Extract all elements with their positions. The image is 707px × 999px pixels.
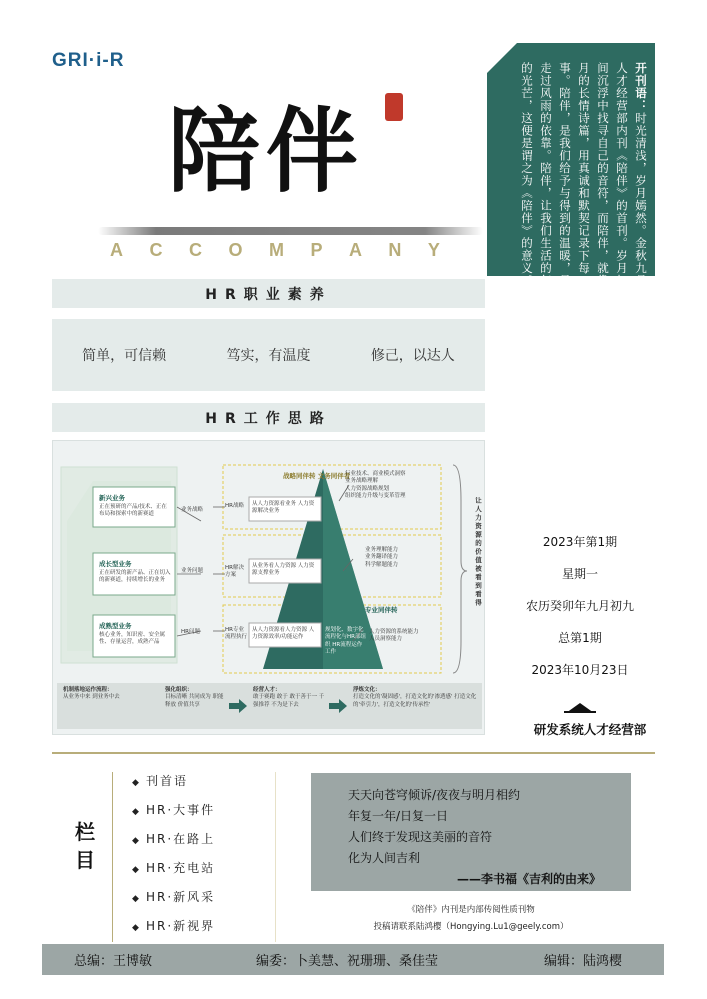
bottom-item-title: 强化组织： xyxy=(165,687,193,693)
column-item[interactable] xyxy=(132,888,215,917)
subtitle-letter: C xyxy=(149,240,163,260)
box-title: 成熟型业务 xyxy=(99,622,132,630)
diamond-bullet-icon: ◆ xyxy=(132,836,141,846)
poem-line: 人们终于发现这美丽的音符 xyxy=(348,830,493,844)
bottom-item xyxy=(253,687,327,709)
editorial-board: 编委：卜美慧、祝珊珊、桑佳莹 xyxy=(256,954,439,969)
subtitle-letter: P xyxy=(310,240,323,260)
mid-label: HR问题 xyxy=(181,629,200,635)
column-item[interactable] xyxy=(132,801,215,830)
right-list-item: 科学解题能力 xyxy=(365,561,399,568)
bottom-item-title: 机制落地运作流程： xyxy=(63,687,113,693)
bottom-item xyxy=(63,687,133,702)
bottom-item xyxy=(353,687,477,709)
qualities-heading: HR职业素养 xyxy=(205,286,332,303)
bottom-item-text: 从业务中来 到业务中去 xyxy=(63,694,120,701)
right-list-item: 业务理解能力 xyxy=(365,547,399,553)
triangle-box-text: 从人力资源看人力资源 人力资源效率/功能运作 xyxy=(252,627,315,641)
section-divider xyxy=(52,752,655,754)
column-item[interactable] xyxy=(132,772,215,801)
subtitle-letter: N xyxy=(388,240,402,260)
columns-list xyxy=(132,772,215,946)
column-item-label: HR·新视界 xyxy=(146,919,216,933)
hr-approach-diagram xyxy=(52,440,485,735)
stage-label: HR专业流程执行 xyxy=(225,627,248,641)
credits-footer xyxy=(42,944,664,975)
bottom-item-title: 经营人才： xyxy=(253,687,281,693)
right-list-item: 人员洞察能力 xyxy=(369,636,403,643)
subtitle-letter: Y xyxy=(427,240,440,260)
column-item[interactable] xyxy=(132,917,215,946)
approach-header-bar xyxy=(52,403,485,432)
masthead-subtitle xyxy=(110,240,440,261)
triangle-top-title: 战略同伴转 文务同伴者 xyxy=(283,472,351,480)
mid-label: 业务问题 xyxy=(181,568,204,574)
brush-stroke-divider xyxy=(98,227,483,235)
quality-value: 笃实，有温度 xyxy=(226,348,311,364)
subtitle-letter: C xyxy=(188,240,202,260)
bottom-item-title: 浮炼文化： xyxy=(353,687,381,693)
editorial-text xyxy=(495,62,650,362)
qualities-header-bar xyxy=(52,279,485,308)
column-item-label: HR·充电站 xyxy=(146,861,216,875)
column-item[interactable] xyxy=(132,830,215,859)
right-list-item: 业务翻译能力 xyxy=(365,554,399,561)
column-item-label: HR·新风采 xyxy=(146,890,216,904)
note-line: 《陪伴》内刊是内部传阅性质刊物 xyxy=(407,905,535,915)
right-list xyxy=(345,471,441,501)
column-item-label: HR·大事件 xyxy=(146,803,216,817)
diamond-bullet-icon: ◆ xyxy=(132,923,141,933)
columns-label: 栏目 xyxy=(75,820,95,872)
triangle-bottom-text: 规划化、数字化 流程化与HR部组织 HR流程运作 工作 xyxy=(325,627,366,656)
department-name: 研发系统人才经营部 xyxy=(533,722,647,737)
diamond-bullet-icon: ◆ xyxy=(132,778,141,788)
box-text: 正在研发的新产品、正在切入的新赛道，持续增长的业务 xyxy=(99,570,171,584)
poem-box xyxy=(311,773,631,891)
column-separator xyxy=(275,772,276,942)
poem-line: 年复一年/日复一日 xyxy=(348,809,449,823)
editorial-body: 时光清浅，岁月嫣然。金秋九月，我们迎来了人才经营部内刊《陪伴》的首刊。岁月如歌，我们在世间沉浮中找寻自己的音符，而陪伴，就像是那篇贯穿岁月的长情诗篇，用真诚和默契记录下每一刻的成长故事。陪伴，是我们给予与得到的温暖，是我们携手前行走过风雨的依靠。陪伴，让我们生活的每个角落充满爱的光芒，这便是谓之为《陪伴》的意义。 xyxy=(520,62,648,362)
diamond-bullet-icon: ◆ xyxy=(132,807,141,817)
stage-label: HR战略 xyxy=(225,503,244,509)
bottom-item-text: 目标清晰 共同成为 职能释放 价值共享 xyxy=(165,694,224,708)
quality-value: 修己，以达人 xyxy=(370,348,455,364)
editorial-lead: 开刊语： xyxy=(634,62,648,112)
issue-number: 2023年第1期 xyxy=(542,535,618,549)
triangle-bottom-title: 专业同伴转 xyxy=(365,606,398,614)
subtitle-letter: A xyxy=(110,240,123,260)
poem-line: 天天向苍穹倾诉/夜夜与明月相约 xyxy=(348,788,521,802)
right-list-item: 业务战略理解 xyxy=(345,478,379,485)
diagram-vertical-note: 让人力资源的价值被看到看得 xyxy=(474,497,482,608)
right-list-item: 人力资源的系统能力 xyxy=(369,629,419,635)
box-text: 核心业务，知识密、安全属性、存量运营，成熟产品 xyxy=(99,632,166,646)
stage-label: HR解决方案 xyxy=(225,565,244,579)
subtitle-letter: M xyxy=(268,240,284,260)
chief-editor: 总编：王博敏 xyxy=(74,954,153,969)
bottom-item-text: 打造文化的'凝固感'，打造文化的'渗透感' 打造文化的'牵引力'，打造文化的'传承性' xyxy=(353,694,477,708)
lunar-date: 农历癸卯年九月初九 xyxy=(525,599,634,613)
subtitle-letter: A xyxy=(348,240,362,260)
box-title: 新兴业务 xyxy=(99,494,125,502)
qualities-values xyxy=(52,319,485,391)
contact-line: 投稿请联系陆鸿樱（Hongying.Lu1@geely.com） xyxy=(373,922,569,932)
publication-note xyxy=(311,902,631,936)
column-item-label: 刊首语 xyxy=(146,774,189,788)
right-list-item: 人力资源战略规划 xyxy=(345,485,390,492)
triangle-box-text: 从人力资源看业务 人力资源解决业务 xyxy=(252,501,315,515)
right-list-item: 行业技术、商业模式洞察 xyxy=(345,471,406,477)
triangle-box-text: 从业务看人力资源 人力资源支撑业务 xyxy=(252,563,315,577)
brand-logo: GRI·i-R xyxy=(52,50,125,71)
masthead-title: 陪伴 xyxy=(168,97,365,205)
department-logo-icon xyxy=(560,701,600,715)
columns-divider xyxy=(112,772,113,942)
subtitle-letter: O xyxy=(228,240,243,260)
diamond-bullet-icon: ◆ xyxy=(132,865,141,875)
box-title: 成长型业务 xyxy=(99,560,132,568)
right-list-item: 组织能力升级与变革管理 xyxy=(345,493,406,500)
approach-heading: HR工作思路 xyxy=(205,410,332,427)
column-item[interactable] xyxy=(132,859,215,888)
mid-label: 业务战略 xyxy=(181,507,204,513)
quality-value: 简单，可信赖 xyxy=(82,348,167,364)
diamond-bullet-icon: ◆ xyxy=(132,894,141,904)
publish-date: 2023年10月23日 xyxy=(531,663,629,677)
right-list xyxy=(365,547,437,569)
poem-line: 化为人间吉利 xyxy=(348,851,421,865)
poem-attribution: ——李书福《吉利的由来》 xyxy=(456,872,601,886)
right-list xyxy=(369,629,439,644)
column-item-label: HR·在路上 xyxy=(146,832,216,846)
total-issue: 总第1期 xyxy=(558,631,602,645)
red-seal-icon xyxy=(385,93,403,121)
bottom-item-text: 敢于赛跑 敢于 敢于善于一 千强推荐 不为是下去 xyxy=(253,694,325,708)
editor: 编辑：陆鸿樱 xyxy=(544,954,623,969)
weekday: 星期一 xyxy=(561,567,598,581)
bottom-item xyxy=(165,687,227,709)
box-text: 正在预研的产品/技术、正在布局和探索中的新赛道 xyxy=(99,504,167,518)
